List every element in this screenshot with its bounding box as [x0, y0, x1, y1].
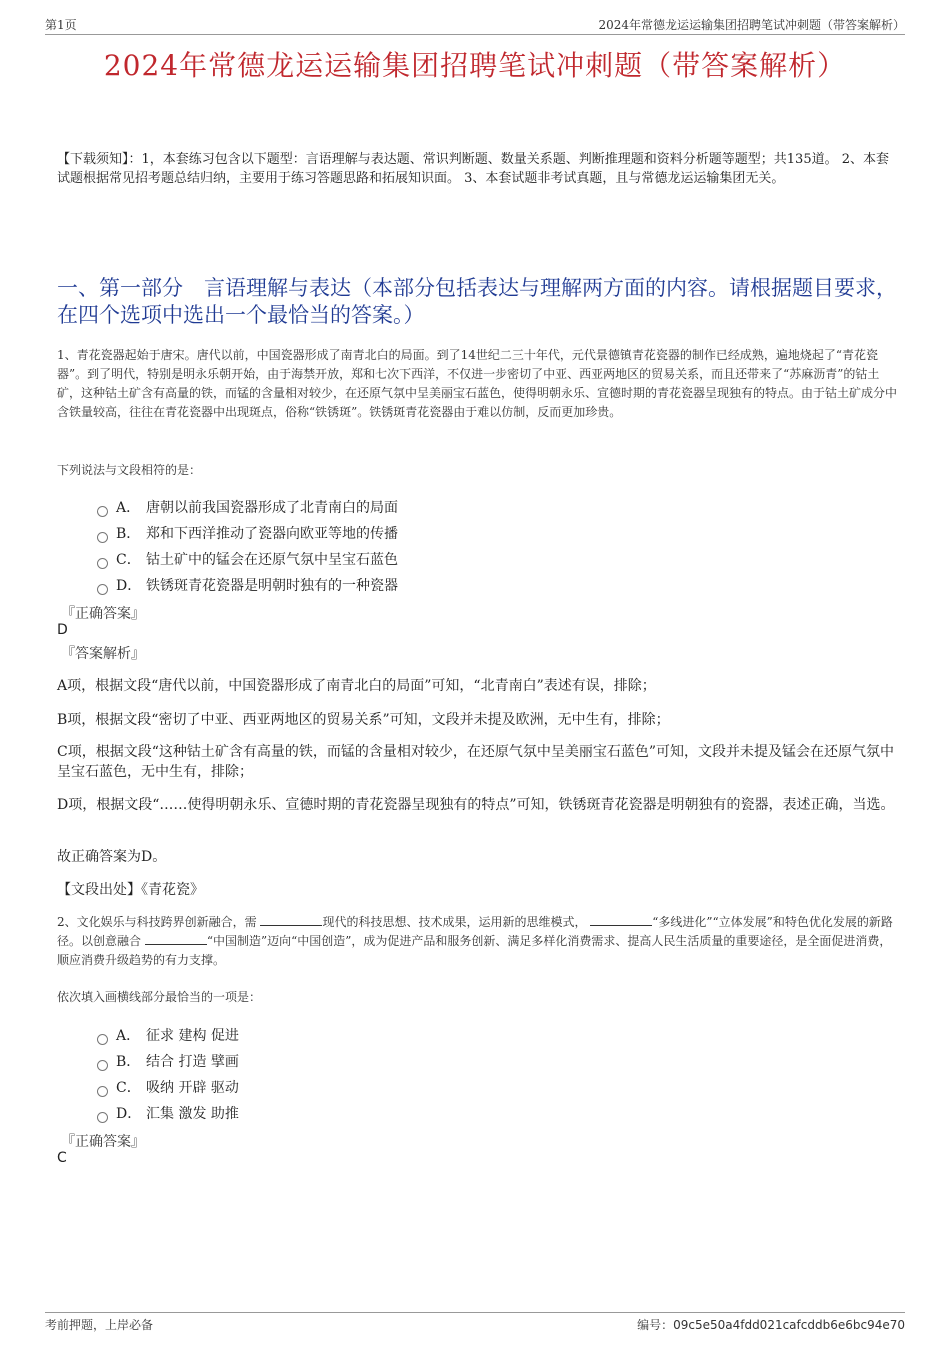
question-2-answer-label: 『正确答案』 [61, 1134, 145, 1150]
page-number: 第1页 [45, 18, 77, 32]
radio-icon[interactable] [97, 1034, 108, 1045]
radio-icon[interactable] [97, 1112, 108, 1123]
page-footer [45, 1312, 905, 1333]
question-1-option-a[interactable]: A． 唐朝以前我国瓷器形成了北青南白的局面 [97, 497, 398, 517]
radio-icon[interactable] [97, 1060, 108, 1071]
fill-blank [590, 913, 652, 926]
question-2-option-a[interactable]: A． 征求 建构 促进 [97, 1025, 239, 1045]
question-2-option-d[interactable]: D． 汇集 激发 助推 [97, 1103, 239, 1123]
page-title: 2024年常德龙运运输集团招聘笔试冲刺题（带答案解析） [103, 49, 847, 82]
question-2-option-c[interactable]: C． 吸纳 开辟 驱动 [97, 1077, 239, 1097]
question-1-text: 1、青花瓷器起始于唐宋。唐代以前，中国瓷器形成了南青北白的局面。到了14世纪二三十年代，元代景德镇青花瓷器的制作已经成熟，遍地烧起了“青花瓷器”。到了明代，特别是明永乐朝开始，由于海禁开放，郑和七次下西洋，不仅进一步密切了中亚、西亚两地区的贸易关系，而且还带来了“苏麻沥青”的钴土矿，这种钴土矿含有高量的铁，而锰的含量相对较少，在还原气氛中呈美丽宝石蓝色，使得明朝永乐、宣德时期的青花瓷器呈现独有的特点。由于钴土矿成分中含铁量较高，往往在青花瓷器中出现斑点，俗称“铁锈斑”。铁锈斑青花瓷器由于难以仿制，反而更加珍贵。 [57, 348, 898, 419]
question-1-answer: D [57, 622, 68, 638]
section-heading: 一、第一部分 言语理解与表达（本部分包括表达与理解两方面的内容。请根据题目要求，在四个选项中选出一个最恰当的答案。） [57, 276, 897, 327]
radio-icon[interactable] [97, 584, 108, 595]
question-1-option-c[interactable]: C． 钴土矿中的锰会在还原气氛中呈宝石蓝色 [97, 549, 398, 569]
radio-icon[interactable] [97, 506, 108, 517]
radio-icon[interactable] [97, 532, 108, 543]
analysis-conclusion: 故正确答案为D。 [57, 849, 167, 865]
question-1-option-b[interactable]: B． 郑和下西洋推动了瓷器向欧亚等地的传播 [97, 523, 398, 543]
page-header [45, 14, 905, 35]
question-2-answer: C [57, 1150, 67, 1166]
fill-blank [260, 913, 322, 926]
footer-code: 编号：09c5e50a4fdd021cafcddb6e6bc94e70 [637, 1318, 905, 1332]
passage-source: 【文段出处】《青花瓷》 [57, 882, 204, 898]
question-2-prompt: 依次填入画横线部分最恰当的一项是： [57, 990, 262, 1004]
question-1-prompt: 下列说法与文段相符的是： [57, 463, 202, 477]
analysis-d: D项，根据文段“……使得明朝永乐、宣德时期的青花瓷器呈现独有的特点”可知，铁锈斑青花瓷器是明朝独有的瓷器，表述正确，当选。 [57, 797, 895, 813]
question-1-answer-label: 『正确答案』 [61, 606, 145, 622]
question-1-analysis-label: 『答案解析』 [61, 646, 145, 662]
analysis-b: B项，根据文段“密切了中亚、西亚两地区的贸易关系”可知，文段并未提及欧洲，无中生有，排除； [57, 712, 670, 728]
fill-blank [145, 932, 207, 945]
footer-slogan: 考前押题，上岸必备 [45, 1318, 154, 1332]
header-doc-title: 2024年常德龙运运输集团招聘笔试冲刺题（带答案解析） [598, 18, 905, 32]
question-2-option-b[interactable]: B． 结合 打造 擘画 [97, 1051, 239, 1071]
radio-icon[interactable] [97, 558, 108, 569]
question-2-text: 2、文化娱乐与科技跨界创新融合，需 现代的科技思想、技术成果，运用新的思维模式， “多线进化”“立体发展”和特色优化发展的新路径。以创意融合 “中国制造”迈向“中国创造”，成为促进产品和服务创新、满足多样化消费需求、提高人民生活质量的重要途径，是全面促进消费，顺应消费升级趋势的有力支撑。 [57, 915, 893, 967]
analysis-c: C项，根据文段“这种钴土矿含有高量的铁，而锰的含量相对较少，在还原气氛中呈美丽宝石蓝色”可知，文段并未提及锰会在还原气氛中呈宝石蓝色，无中生有，排除； [57, 744, 895, 780]
radio-icon[interactable] [97, 1086, 108, 1097]
download-notice: 【下载须知】：1，本套练习包含以下题型：言语理解与表达题、常识判断题、数量关系题、判断推理题和资料分析题等题型；共135道。 2、本套试题根据常见招考题总结归纳，主要用于练习答题思路和拓展知识面。 3、本套试题非考试真题，且与常德龙运运输集团无关。 [57, 152, 889, 186]
question-1-option-d[interactable]: D． 铁锈斑青花瓷器是明朝时独有的一种瓷器 [97, 575, 398, 595]
analysis-a: A项，根据文段“唐代以前，中国瓷器形成了南青北白的局面”可知，“北青南白”表述有误，排除； [57, 678, 656, 694]
